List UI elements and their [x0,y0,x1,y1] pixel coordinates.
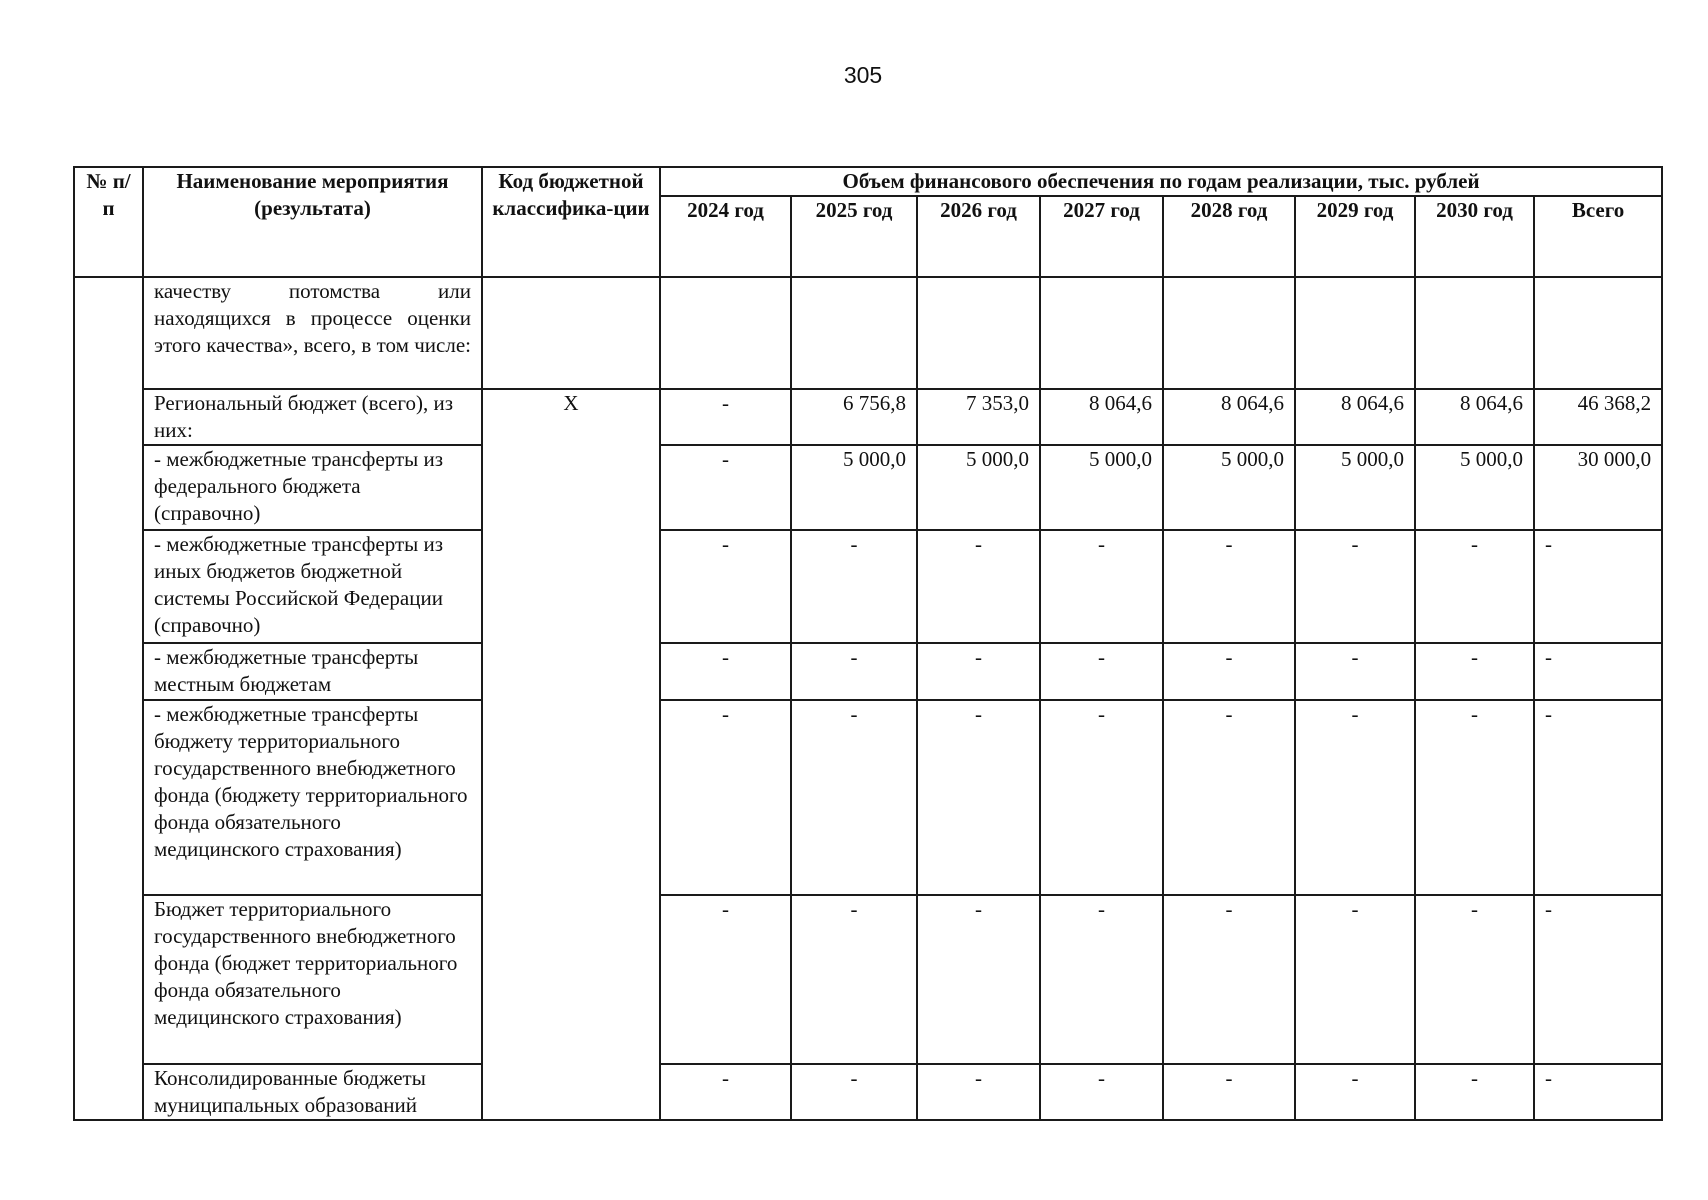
header-name: Наименование мероприятия (результата) [143,167,482,277]
value-cell [1163,277,1295,389]
value-cell: - [791,700,917,895]
value-cell [791,277,917,389]
value-cell: - [660,445,791,530]
table-row [74,530,1662,643]
value-cell: - [660,1064,791,1120]
value-cell: - [917,1064,1040,1120]
table-row [74,643,1662,700]
value-cell: - [791,1064,917,1120]
value-cell: - [660,895,791,1064]
value-cell: - [1295,530,1415,643]
value-cell: 7 353,0 [917,389,1040,445]
total-cell [1534,277,1662,389]
row-num-cell [74,277,143,1120]
table-row [74,389,1662,445]
value-cell: - [1163,643,1295,700]
value-cell: - [1295,895,1415,1064]
value-cell: - [917,530,1040,643]
header-year: 2030 год [1415,196,1534,277]
value-cell: - [1163,1064,1295,1120]
value-cell: - [1295,1064,1415,1120]
page-number: 305 [843,62,883,88]
value-cell: - [1415,700,1534,895]
value-cell: - [1040,895,1163,1064]
header-year: 2028 год [1163,196,1295,277]
row-name: - межбюджетные трансферты из иных бюджетов бюджетной системы Российской Федерации (справочно) [143,530,482,643]
value-cell: 8 064,6 [1415,389,1534,445]
value-cell: - [1415,895,1534,1064]
value-cell: - [660,643,791,700]
value-cell: 5 000,0 [1295,445,1415,530]
value-cell: 8 064,6 [1163,389,1295,445]
value-cell: - [1415,1064,1534,1120]
row-name: - межбюджетные трансферты из федерального бюджета (справочно) [143,445,482,530]
value-cell: 8 064,6 [1295,389,1415,445]
value-cell: - [1415,530,1534,643]
total-cell: 46 368,2 [1534,389,1662,445]
value-cell [917,277,1040,389]
value-cell: - [791,530,917,643]
table-row [74,445,1662,530]
header-total: Всего [1534,196,1662,277]
value-cell: - [791,895,917,1064]
total-cell: - [1534,530,1662,643]
value-cell: - [660,389,791,445]
value-cell: - [660,700,791,895]
header-year: 2026 год [917,196,1040,277]
table-row [74,1064,1662,1120]
row-name: - межбюджетные трансферты бюджету территориального государственного внебюджетного фонда (бюджету территориального фонда обязательного медицинского страхования) [143,700,482,895]
value-cell [1415,277,1534,389]
table-row [74,277,1662,389]
header-code: Код бюджетной классифика-ции [482,167,660,277]
row-code: X [482,389,660,1120]
value-cell: - [791,643,917,700]
value-cell: - [1040,1064,1163,1120]
row-name: - межбюджетные трансферты местным бюджетам [143,643,482,700]
value-cell: - [1040,700,1163,895]
header-volume: Объем финансового обеспечения по годам реализации, тыс. рублей [660,167,1662,196]
total-cell: - [1534,1064,1662,1120]
value-cell: - [1163,895,1295,1064]
value-cell: 5 000,0 [1163,445,1295,530]
value-cell: - [917,700,1040,895]
header-year: 2024 год [660,196,791,277]
total-cell: - [1534,895,1662,1064]
value-cell: - [1040,530,1163,643]
financing-table [73,166,1663,1121]
value-cell: 5 000,0 [1040,445,1163,530]
value-cell: - [1295,643,1415,700]
row-name: качеству потомства или находящихся в процессе оценки этого качества», всего, в том числе: [143,277,482,389]
total-cell: 30 000,0 [1534,445,1662,530]
value-cell: - [1040,643,1163,700]
value-cell [1040,277,1163,389]
row-name: Бюджет территориального государственного внебюджетного фонда (бюджет территориального фонда обязательного медицинского страхования) [143,895,482,1064]
table-row [74,895,1662,1064]
row-name: Региональный бюджет (всего), из них: [143,389,482,445]
header-year: 2029 год [1295,196,1415,277]
value-cell: - [1163,530,1295,643]
value-cell: 5 000,0 [917,445,1040,530]
value-cell: 6 756,8 [791,389,917,445]
value-cell: - [660,530,791,643]
total-cell: - [1534,643,1662,700]
value-cell: 8 064,6 [1040,389,1163,445]
value-cell: - [917,643,1040,700]
value-cell: - [1295,700,1415,895]
total-cell: - [1534,700,1662,895]
row-name: Консолидированные бюджеты муниципальных образований [143,1064,482,1120]
value-cell [1295,277,1415,389]
header-num: № п/п [74,167,143,277]
value-cell: 5 000,0 [791,445,917,530]
header-year: 2027 год [1040,196,1163,277]
value-cell [660,277,791,389]
table-row [74,700,1662,895]
value-cell: - [917,895,1040,1064]
value-cell: - [1163,700,1295,895]
header-year: 2025 год [791,196,917,277]
value-cell: 5 000,0 [1415,445,1534,530]
row-code [482,277,660,389]
value-cell: - [1415,643,1534,700]
